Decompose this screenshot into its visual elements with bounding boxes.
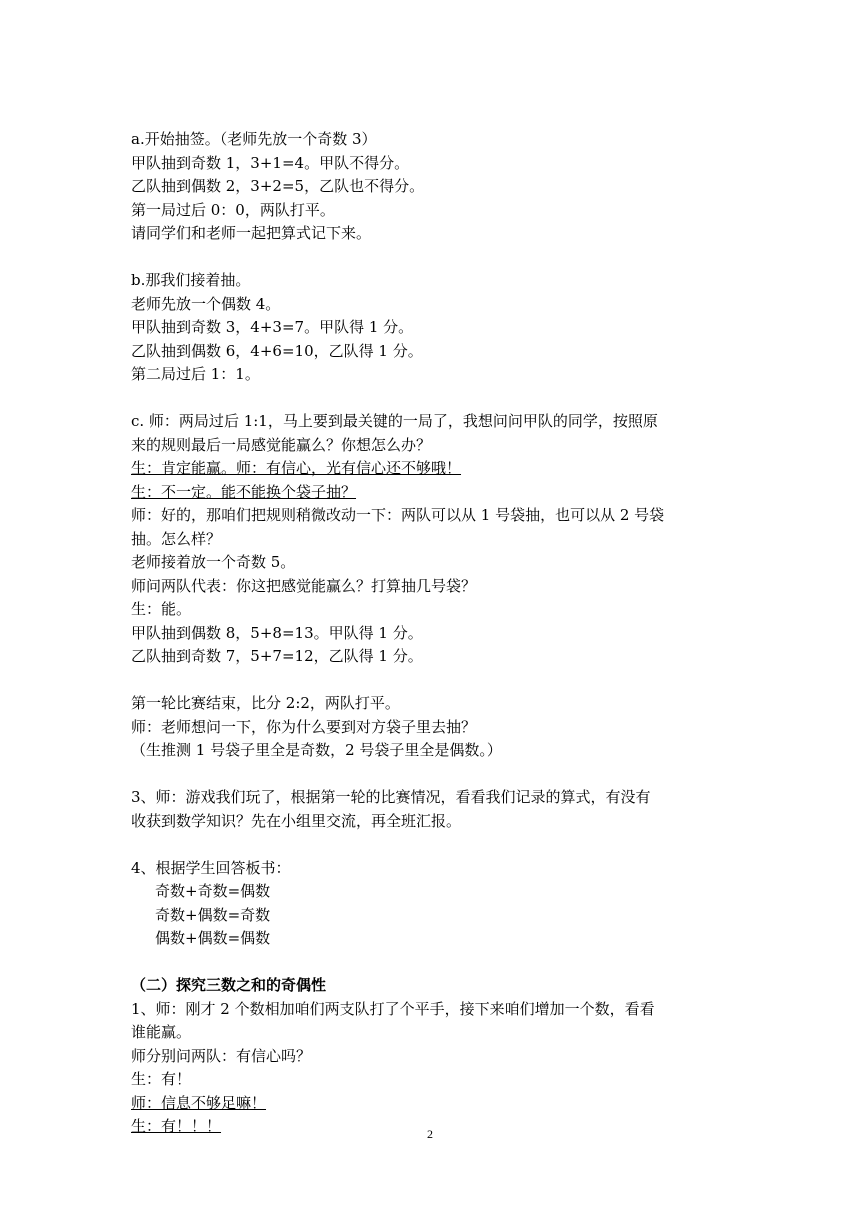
line-text: 收获到数学知识？先在小组里交流，再全班汇报。 [131, 811, 462, 830]
line-text: （二）探究三数之和的奇偶性 [131, 976, 327, 994]
blank-line [131, 246, 731, 270]
line-text: 生：肯定能赢。师：有信心，光有信心还不够哦！ [131, 459, 462, 477]
line-text: 来的规则最后一局感觉能赢么？你想怎么办？ [131, 435, 432, 454]
line-text: 生：能。 [131, 600, 192, 618]
line-text: 第一局过后 0：0，两队打平。 [131, 200, 335, 219]
text-line [131, 927, 731, 951]
blank-line [131, 669, 731, 693]
text-line [131, 434, 731, 458]
text-line [131, 152, 731, 176]
line-text: 1、师：刚才 2 个数相加咱们两支队打了个平手，接下来咱们增加一个数，看看 [131, 999, 655, 1018]
line-text: 师分别问两队：有信心吗？ [131, 1046, 312, 1065]
text-line [131, 1092, 731, 1116]
blank-line [131, 951, 731, 975]
text-line [131, 481, 731, 505]
text-line [131, 998, 731, 1022]
line-text: 老师接着放一个奇数 5。 [131, 553, 296, 571]
text-line [131, 199, 731, 223]
document-body [131, 128, 731, 1139]
text-line [131, 786, 731, 810]
text-line [131, 222, 731, 246]
text-line [131, 1021, 731, 1045]
text-line [131, 128, 731, 152]
line-text: b.那我们接着抽。 [131, 271, 251, 289]
line-text: 甲队抽到奇数 3，4+3=7。甲队得 1 分。 [131, 318, 414, 336]
line-text: a.开始抽签。（老师先放一个奇数 3） [131, 130, 377, 148]
text-line [131, 293, 731, 317]
line-text: 乙队抽到偶数 2，3+2=5，乙队也不得分。 [131, 177, 425, 195]
line-text: 4、根据学生回答板书： [131, 858, 291, 877]
text-line [131, 810, 731, 834]
line-text: c. 师：两局过后 1:1，马上要到最关键的一局了，我想问问甲队的同学，按照原 [131, 412, 658, 430]
blank-line [131, 833, 731, 857]
text-line [131, 598, 731, 622]
text-line [131, 363, 731, 387]
text-line [131, 504, 731, 528]
line-text: 师问两队代表：你这把感觉能赢么？打算抽几号袋？ [131, 576, 477, 595]
page-number: 2 [427, 1127, 433, 1141]
line-text: 师：老师想问一下，你为什么要到对方袋子里去抽？ [131, 717, 477, 736]
line-text: 谁能赢。 [131, 1023, 192, 1041]
text-line [131, 645, 731, 669]
text-line [131, 880, 731, 904]
line-text: 生：有！ [131, 1070, 192, 1088]
line-text: 第一轮比赛结束，比分 2:2，两队打平。 [131, 694, 400, 712]
text-line [131, 528, 731, 552]
text-line [131, 316, 731, 340]
line-text: 乙队抽到奇数 7，5+7=12，乙队得 1 分。 [131, 647, 423, 665]
line-text: 奇数+偶数=奇数 [155, 905, 271, 924]
line-text: 师：信息不够足嘛！ [131, 1093, 267, 1112]
text-line [131, 551, 731, 575]
text-line [131, 410, 731, 434]
blank-line [131, 387, 731, 411]
text-line [131, 457, 731, 481]
text-line [131, 575, 731, 599]
text-line [131, 716, 731, 740]
blank-line [131, 763, 731, 787]
text-line [131, 904, 731, 928]
line-text: 奇数+奇数=偶数 [155, 882, 271, 900]
text-line [131, 1045, 731, 1069]
text-line [131, 340, 731, 364]
line-text: 生：有！！！ [131, 1117, 222, 1135]
line-text: 偶数+偶数=偶数 [155, 929, 271, 947]
text-line [131, 1068, 731, 1092]
line-text: 生：不一定。能不能换个袋子抽？ [131, 482, 357, 501]
line-text: 3、师：游戏我们玩了，根据第一轮的比赛情况，看看我们记录的算式，有没有 [131, 788, 651, 806]
text-line [131, 739, 731, 763]
text-line [131, 175, 731, 199]
line-text: （生推测 1 号袋子里全是奇数，2 号袋子里全是偶数。） [131, 741, 502, 759]
text-line [131, 269, 731, 293]
line-text: 甲队抽到偶数 8，5+8=13。甲队得 1 分。 [131, 623, 423, 642]
line-text: 乙队抽到偶数 6，4+6=10，乙队得 1 分。 [131, 341, 423, 360]
line-text: 第二局过后 1：1。 [131, 365, 260, 383]
line-text: 抽。怎么样？ [131, 529, 222, 548]
line-text: 老师先放一个偶数 4。 [131, 294, 281, 313]
line-text: 师：好的，那咱们把规则稍微改动一下：两队可以从 1 号袋抽，也可以从 2 号袋 [131, 506, 665, 524]
text-line [131, 622, 731, 646]
text-line [131, 857, 731, 881]
line-text: 甲队抽到奇数 1，3+1=4。甲队不得分。 [131, 153, 410, 172]
section-heading [131, 974, 731, 998]
text-line [131, 692, 731, 716]
line-text: 请同学们和老师一起把算式记下来。 [131, 224, 372, 242]
